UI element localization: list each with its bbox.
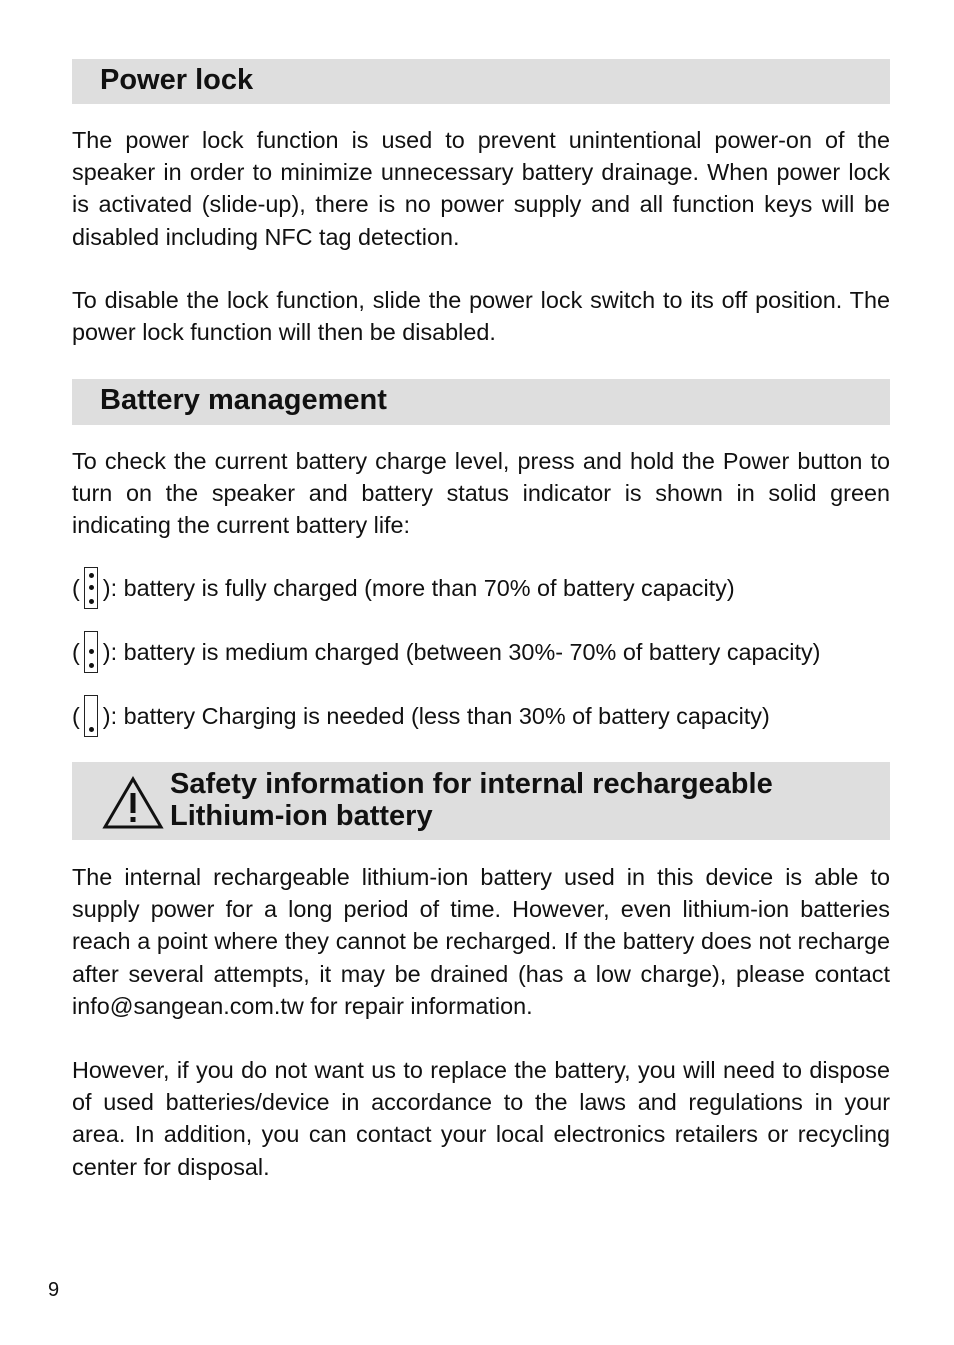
battery-indicator-low-text: ): battery Charging is needed (less than 30% of battery capacity) xyxy=(102,703,770,729)
battery-indicator-full xyxy=(72,567,902,609)
battery-indicator-medium-text: ): battery is medium charged (between 30%- 70% of battery capacity) xyxy=(102,639,821,665)
safety-paragraph-1: The internal rechargeable lithium-ion battery used in this device is able to supply power for a long period of time. However, even lithium-ion batteries reach a point where they cannot be recharged. If the battery does not recharge after several attempts, it may be drained (has a low charge), please contact info@sangean.com.tw for repair information. xyxy=(72,864,890,1019)
power-lock-paragraph-2: To disable the lock function, slide the power lock switch to its off position. The power lock function will then be disabled. xyxy=(72,287,890,346)
battery-level-2-icon xyxy=(84,631,98,673)
open-paren: ( xyxy=(72,703,80,729)
safety-heading-bar xyxy=(72,762,890,840)
warning-triangle-icon xyxy=(102,776,164,830)
battery-management-intro: To check the current battery charge level, press and hold the Power button to turn on the speaker and battery status indicator is shown in solid green indicating the current battery life: xyxy=(72,448,890,539)
battery-indicator-full-text: ): battery is fully charged (more than 70% of battery capacity) xyxy=(102,575,735,601)
safety-paragraph-2: However, if you do not want us to replace the battery, you will need to dispose of used batteries/device in accordance to the laws and regulations in your area. In addition, you can contact your local electronics retailers or recycling center for disposal. xyxy=(72,1057,890,1180)
battery-indicator-medium xyxy=(72,631,902,673)
power-lock-heading-bar xyxy=(72,59,890,104)
battery-level-1-icon xyxy=(84,695,98,737)
battery-management-heading: Battery management xyxy=(100,384,387,416)
power-lock-paragraph-1: The power lock function is used to prevent unintentional power-on of the speaker in order to minimize unnecessary battery drainage. When power lock is activated (slide-up), there is no power supply and all function keys will be disabled including NFC tag detection. xyxy=(72,127,890,250)
safety-heading-line-2: Lithium-ion battery xyxy=(170,800,433,832)
page-number: 9 xyxy=(48,1279,60,1301)
safety-heading xyxy=(170,768,890,832)
battery-level-3-icon xyxy=(84,567,98,609)
battery-management-heading-bar xyxy=(72,379,890,425)
open-paren: ( xyxy=(72,639,80,665)
safety-heading-line-1: Safety information for internal rechargeable xyxy=(170,768,773,800)
open-paren: ( xyxy=(72,575,80,601)
power-lock-heading: Power lock xyxy=(100,64,254,96)
battery-indicator-low xyxy=(72,695,902,737)
